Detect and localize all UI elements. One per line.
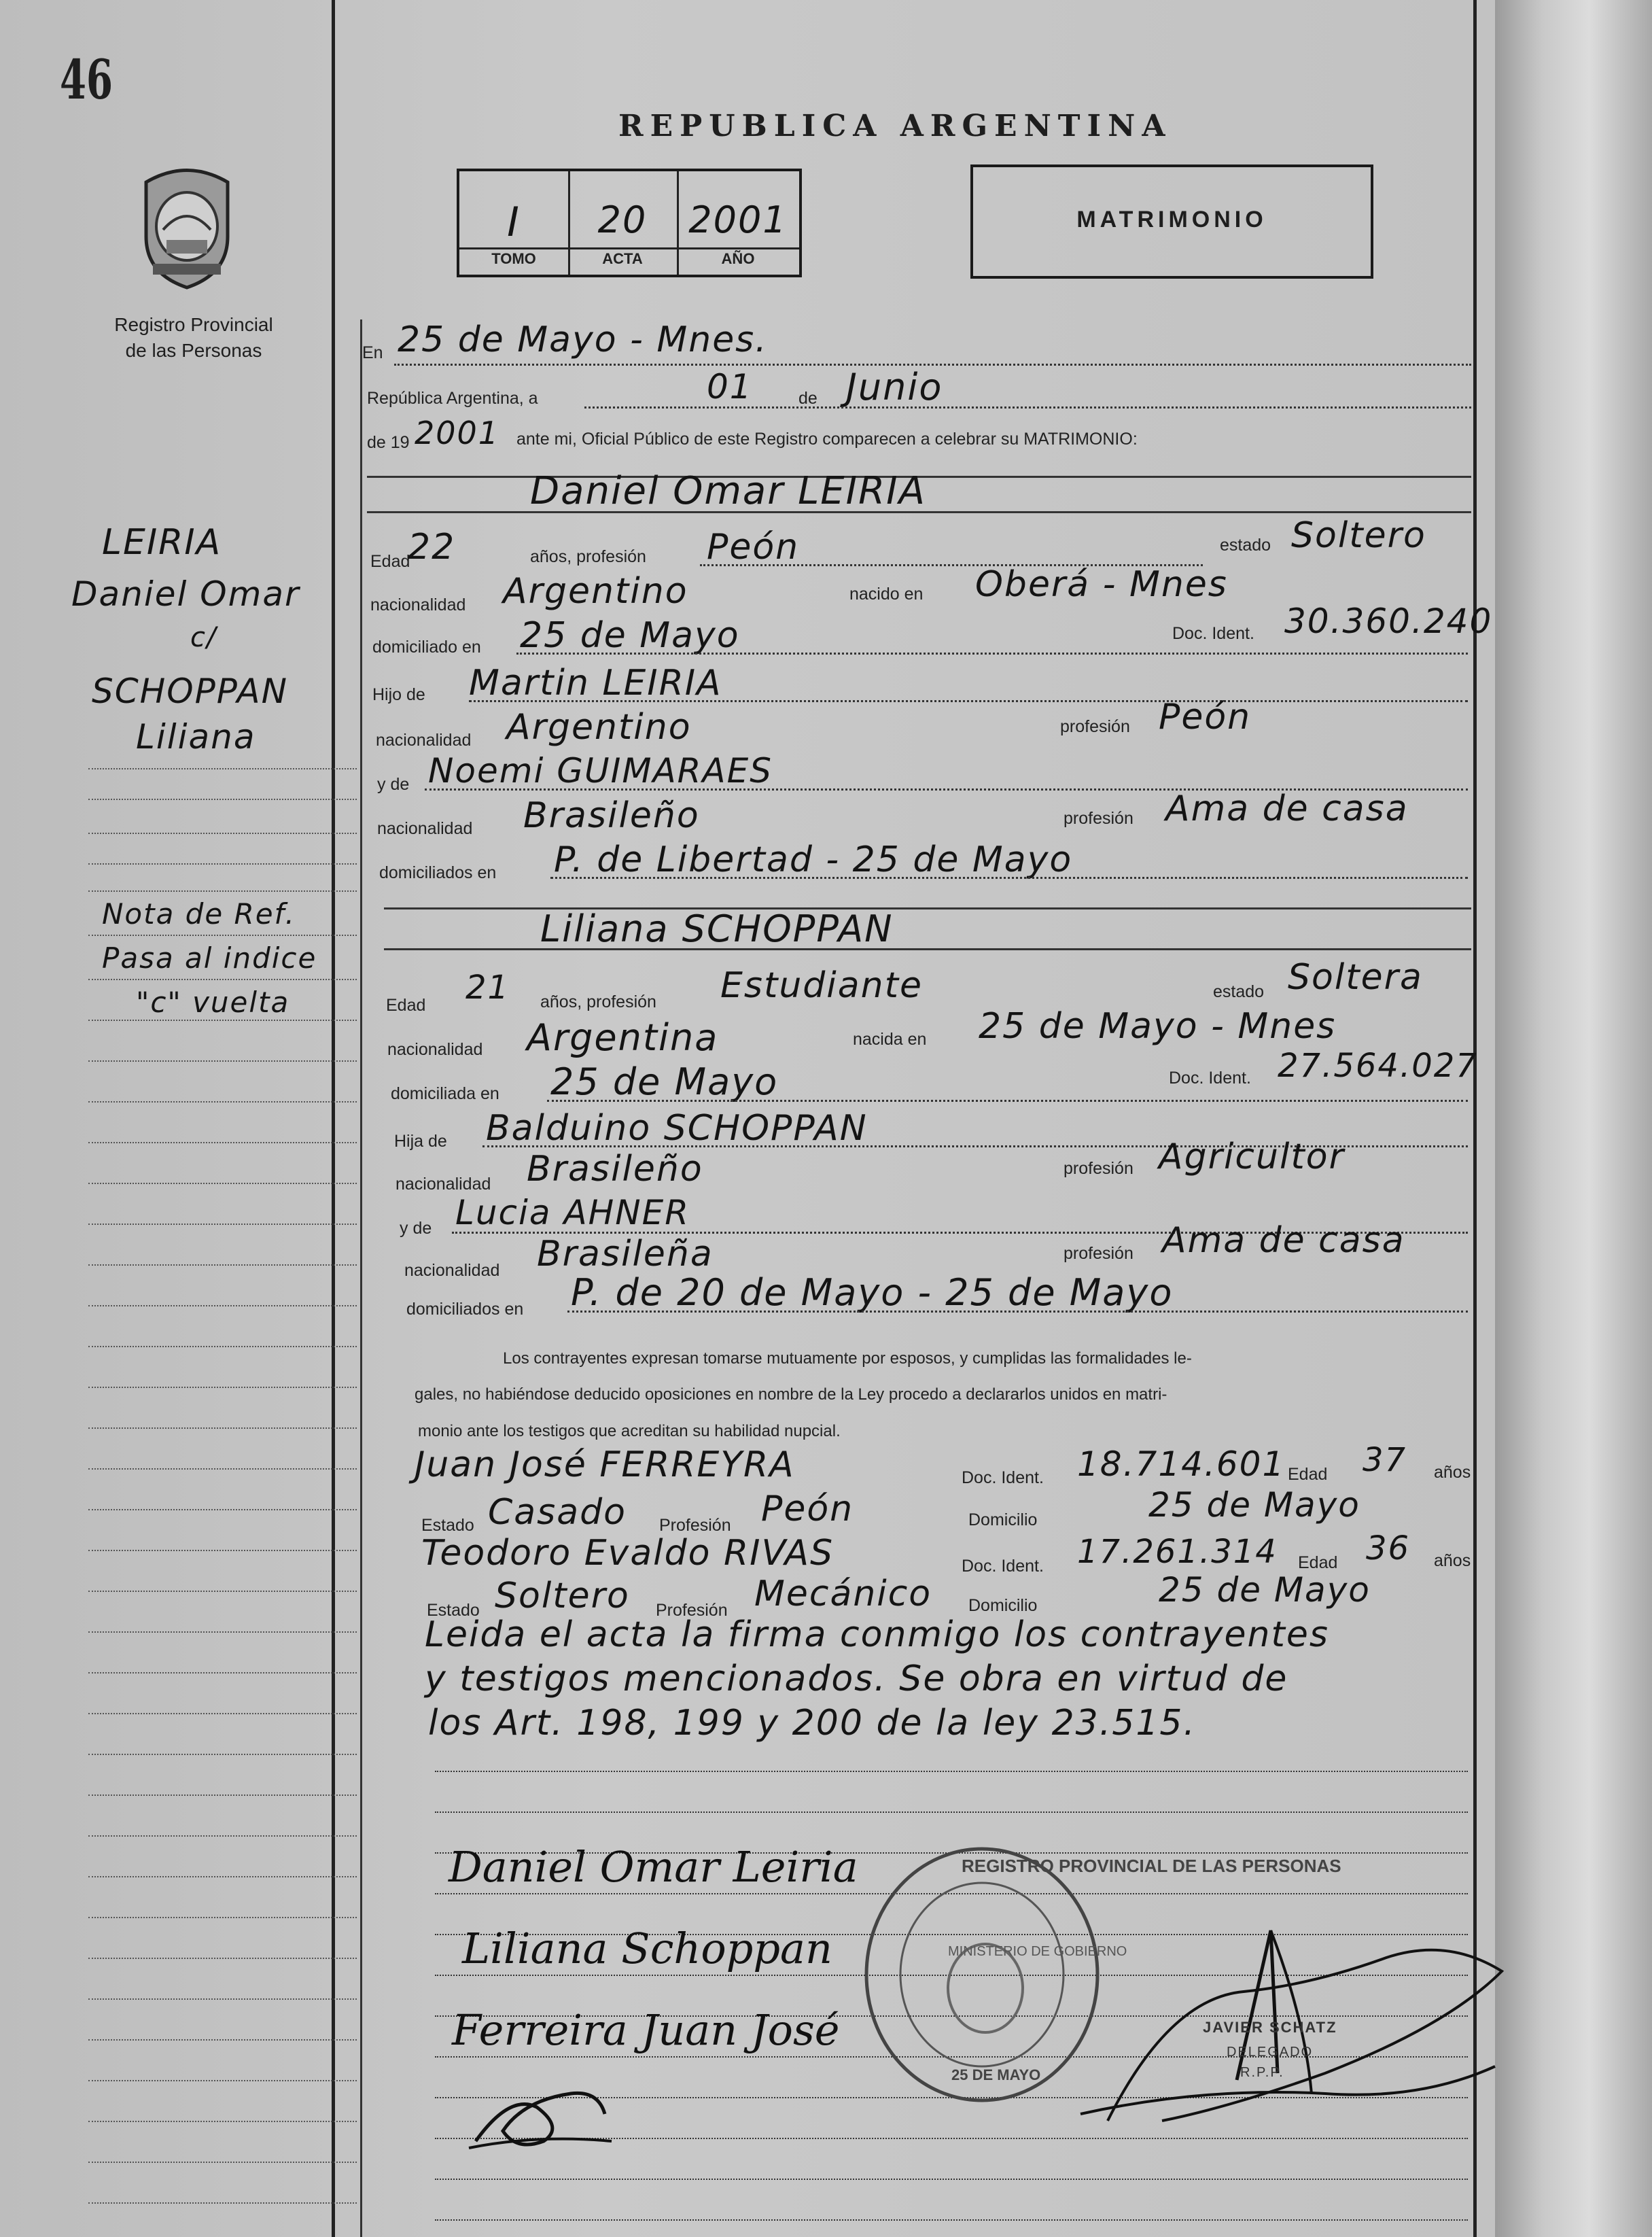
groom-mother: Noemi GUIMARAES [428, 751, 773, 791]
anio-value: 2001 [688, 198, 788, 241]
witness1-dom-label: Domicilio [968, 1510, 1038, 1529]
book-edge [1495, 0, 1652, 2237]
bride-profession: Estudiante [720, 965, 923, 1006]
bride-parents-address: P. de 20 de Mayo - 25 de Mayo [571, 1271, 1174, 1314]
groom-parents-line [550, 877, 1468, 879]
declaration-line3: monio ante los testigos que acreditan su habilidad nupcial. [418, 1422, 841, 1440]
margin-connector: c/ [190, 622, 217, 653]
witness1-anios-label: años [1434, 1463, 1471, 1482]
margin-name-husband: Daniel Omar [71, 574, 300, 614]
bride-parents-line [567, 1311, 1468, 1313]
groom-yde-label: y de [377, 775, 410, 794]
bride-address-line [547, 1100, 1468, 1102]
bride-doc: 27.564.027 [1278, 1047, 1478, 1085]
groom-address: 25 de Mayo [520, 615, 740, 656]
groom-parents-dom-label: domiciliados en [379, 863, 497, 882]
witness2-profession: Mecánico [754, 1574, 932, 1614]
groom-address-line [516, 653, 1468, 655]
right-rule [1473, 0, 1477, 2237]
anio-label: AÑO [721, 250, 755, 267]
bride-father-prof-label: profesión [1064, 1159, 1133, 1178]
intro-republica-label: República Argentina, a [367, 389, 538, 408]
witness1-profession: Peón [761, 1489, 854, 1529]
groom-father-nationality: Argentino [506, 707, 692, 748]
bride-address: 25 de Mayo [550, 1060, 779, 1103]
stamp-inner-text: MINISTERIO DE GOBIERNO [948, 1944, 1127, 1959]
stamp-bottom-text: 25 DE MAYO [951, 2066, 1041, 2083]
bride-mother: Lucia AHNER [455, 1193, 690, 1232]
witness2-prof-label: Profesión [656, 1601, 728, 1620]
bride-mother-nationality: Brasileña [537, 1234, 714, 1274]
registry-name-line1: Registro Provincial [114, 314, 273, 335]
margin-rule [332, 0, 335, 2237]
signature-groom: Daniel Omar Leiria [449, 1842, 858, 1892]
witness2-dom-label: Domicilio [968, 1596, 1038, 1615]
groom-anios-label: años, profesión [530, 547, 646, 566]
tomo-value: I [507, 198, 521, 246]
witness1-age: 37 [1363, 1441, 1407, 1479]
stamp-ring-text: REGISTRO PROVINCIAL DE LAS PERSONAS [962, 1856, 1341, 1876]
bride-mother-prof-label: profesión [1064, 1244, 1133, 1263]
groom-edad-label: Edad [370, 552, 410, 571]
margin-note-line2: Pasa al indice [102, 941, 317, 975]
document-type-box [970, 164, 1373, 279]
intro-place: 25 de Mayo - Mnes. [398, 319, 768, 360]
document-type: MATRIMONIO [1076, 207, 1267, 232]
groom-profession: Peón [707, 527, 800, 568]
declaration-line1: Los contrayentes expresan tomarse mutuamente por esposos, y cumplidas las formalidades le- [503, 1349, 1192, 1368]
groom-father-profession: Peón [1159, 697, 1252, 738]
groom-mother-prof-label: profesión [1064, 809, 1133, 828]
bride-father-profession: Agricultor [1159, 1137, 1345, 1177]
bride-parents-dom-label: domiciliados en [406, 1300, 524, 1319]
tomo-acta-anio-box [457, 169, 802, 277]
groom-name: Daniel Omar LEIRIA [530, 469, 926, 513]
signature-witness1: Ferreira Juan José [452, 2005, 840, 2055]
coat-of-arms-icon [133, 162, 241, 291]
declaration-line2: gales, no habiéndose deducido oposiciones en nombre de la Ley procedo a declararlos unidos en matri- [415, 1385, 1167, 1404]
witness1-doc: 18.714.601 [1077, 1444, 1286, 1484]
official-stamp-name: JAVIER SCHATZ [1203, 2019, 1337, 2036]
witness1-estado-label: Estado [421, 1516, 474, 1535]
witness2-doc: 17.261.314 [1077, 1533, 1278, 1571]
margin-note-line3: "c" vuelta [136, 986, 290, 1019]
inner-rule [360, 319, 362, 2237]
groom-name-rule [367, 511, 1471, 513]
witness2-doc-label: Doc. Ident. [962, 1557, 1044, 1576]
groom-father: Martin LEIRIA [469, 663, 722, 704]
bride-anios-label: años, profesión [540, 992, 656, 1011]
groom-estado: Soltero [1291, 515, 1426, 556]
bride-doc-label: Doc. Ident. [1169, 1069, 1251, 1088]
witness1-edad-label: Edad [1288, 1465, 1328, 1484]
bride-mother-profession: Ama de casa [1162, 1220, 1405, 1261]
witness2-anios-label: años [1434, 1551, 1471, 1570]
intro-month: Junio [846, 366, 943, 409]
margin-surname-husband: LEIRIA [102, 522, 222, 563]
groom-nacido-label: nacido en [849, 585, 924, 604]
bride-estado: Soltera [1288, 957, 1423, 998]
bride-father-nationality: Brasileño [527, 1149, 703, 1190]
witness2-age: 36 [1366, 1529, 1411, 1567]
intro-date-line [584, 406, 1471, 409]
bride-age: 21 [465, 969, 510, 1007]
closing-line3: los Art. 198, 199 y 200 de la ley 23.515. [428, 1703, 1197, 1744]
witness2-edad-label: Edad [1298, 1553, 1338, 1572]
official-stamp-title: DELEGADO [1227, 2045, 1314, 2060]
witness1-name: Juan José FERREYRA [415, 1444, 795, 1485]
closing-line1: Leida el acta la firma conmigo los contrayentes [425, 1614, 1329, 1655]
groom-father-nat-label: nacionalidad [376, 731, 472, 750]
acta-value: 20 [597, 198, 648, 241]
bride-father: Balduino SCHOPPAN [486, 1108, 868, 1149]
bride-hija-label: Hija de [394, 1132, 447, 1151]
bride-name: Liliana SCHOPPAN [540, 907, 894, 950]
groom-doc: 30.360.240 [1284, 602, 1493, 641]
official-stamp-dept: R.P.P. [1240, 2065, 1284, 2080]
signature-bride: Liliana Schoppan [462, 1924, 832, 1973]
tomo-label: TOMO [491, 250, 536, 267]
bride-domiciliada-label: domiciliada en [391, 1084, 499, 1103]
intro-year: 2001 [415, 415, 500, 451]
groom-birthplace: Oberá - Mnes [975, 564, 1228, 605]
bride-nationality: Argentina [527, 1016, 719, 1059]
closing-line2: y testigos mencionados. Se obra en virtud de [425, 1659, 1288, 1699]
witness1-prof-label: Profesión [659, 1516, 731, 1535]
witness2-name: Teodoro Evaldo RIVAS [421, 1533, 834, 1574]
intro-de-year-label: de 19 [367, 433, 410, 452]
groom-domiciliado-label: domiciliado en [372, 638, 481, 657]
bride-estado-label: estado [1213, 982, 1265, 1001]
groom-parents-address: P. de Libertad - 25 de Mayo [554, 839, 1073, 880]
signature-witness2 [462, 2066, 618, 2155]
witness2-estado: Soltero [495, 1576, 630, 1616]
registry-name-line2: de las Personas [125, 340, 262, 361]
groom-nationality: Argentino [503, 571, 688, 612]
groom-age: 22 [408, 527, 456, 568]
acta-label: ACTA [602, 250, 643, 267]
groom-hijo-label: Hijo de [372, 685, 425, 704]
bride-mother-nat-label: nacionalidad [404, 1261, 500, 1280]
intro-en-label: En [362, 343, 383, 362]
intro-ante-text: ante mi, Oficial Público de este Registro comparecen a celebrar su MATRIMONIO: [516, 430, 1138, 449]
bride-yde-label: y de [400, 1219, 432, 1238]
groom-mother-profession: Ama de casa [1165, 788, 1409, 829]
witness1-estado: Casado [488, 1492, 627, 1533]
intro-de-label: de [798, 389, 818, 408]
bride-name-rule [384, 948, 1471, 950]
official-signature [1067, 1917, 1515, 2141]
groom-father-line [469, 700, 1468, 702]
groom-nacionalidad-label: nacionalidad [370, 595, 466, 614]
witness2-domicilio: 25 de Mayo [1159, 1570, 1371, 1610]
bride-edad-label: Edad [386, 996, 426, 1015]
intro-day: 01 [707, 367, 753, 406]
groom-mother-nat-label: nacionalidad [377, 819, 473, 838]
witness1-domicilio: 25 de Mayo [1148, 1485, 1360, 1525]
witness1-doc-label: Doc. Ident. [962, 1468, 1044, 1487]
witness2-estado-label: Estado [427, 1601, 480, 1620]
margin-surname-wife: SCHOPPAN [92, 672, 289, 711]
page-number: 46 [60, 48, 113, 111]
groom-doc-label: Doc. Ident. [1172, 624, 1254, 643]
bride-nacionalidad-label: nacionalidad [387, 1040, 483, 1059]
bride-nacida-label: nacida en [853, 1030, 927, 1049]
bride-father-nat-label: nacionalidad [396, 1175, 491, 1194]
groom-mother-nationality: Brasileño [523, 795, 700, 836]
margin-name-wife: Liliana [136, 717, 256, 757]
margin-note-line1: Nota de Ref. [102, 897, 296, 931]
bride-birthplace: 25 de Mayo - Mnes [979, 1006, 1337, 1047]
groom-father-prof-label: profesión [1060, 717, 1130, 736]
groom-estado-label: estado [1220, 536, 1271, 555]
country-title: REPUBLICA ARGENTINA [618, 109, 1172, 143]
